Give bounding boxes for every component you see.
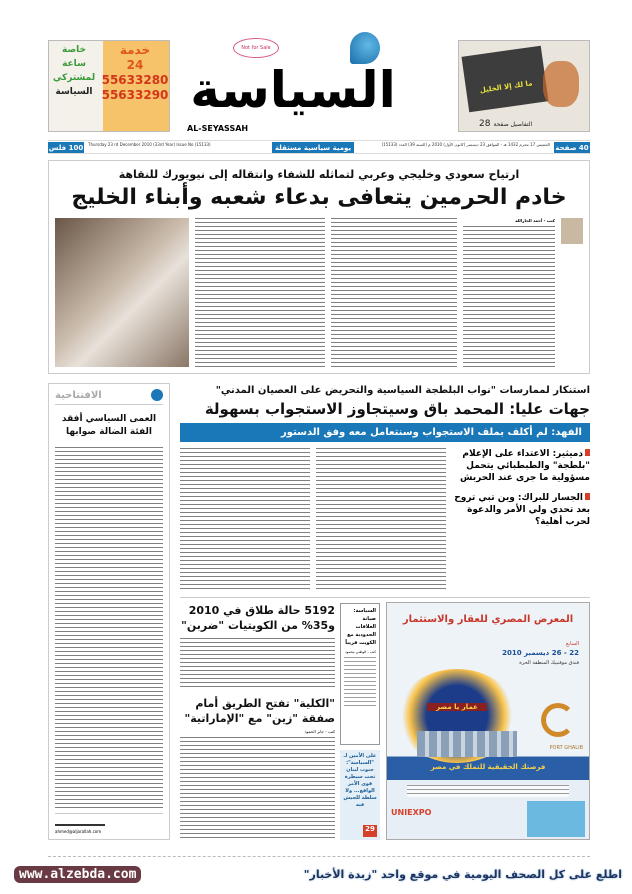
bullet-list	[452, 448, 590, 592]
lead-byline: كتب - أحمد الجارالله	[515, 218, 555, 223]
ad-line: 24	[126, 58, 144, 72]
editorial-body	[55, 447, 163, 808]
lead-story[interactable]	[48, 160, 590, 374]
bullet-item[interactable]	[452, 492, 590, 528]
ad-slogan: ما لك إلا الخليل	[479, 79, 533, 95]
bullet-icon	[585, 449, 590, 456]
signature	[55, 818, 105, 826]
ad-dates: 22 - 26 ديسمبر 2010	[502, 649, 579, 657]
ad-title: المعرض المصري للعقار والاستثمار	[402, 614, 574, 625]
side-box-title: السياسة: صيانة العلاقات الحدودية مع الكويت قريباً	[345, 608, 376, 646]
footer-url[interactable]: www.alzebda.com	[14, 866, 141, 883]
lead-body	[463, 226, 555, 367]
second-headline: جهات عليا: المحمد باق وسيتجاوز الاستجواب بسهولة	[204, 400, 590, 418]
logo-bird-icon	[151, 389, 163, 401]
bullet-icon	[585, 493, 590, 500]
second-banner: الفهد: لم أكلف بملف الاستجواب وسنتعامل معه وفق الدستور	[180, 423, 590, 442]
story-byline: كتب - جابر الحمود	[304, 729, 335, 734]
ad-skyline	[417, 731, 517, 757]
logo-latin: AL-SEYASSAH	[187, 124, 249, 133]
ad-caption: التفاصيل صفحة	[493, 120, 533, 128]
ad-organizer: UNIEXPO	[391, 808, 432, 817]
story-headline[interactable]: "الكلية" تفتح الطريق أمام صفقة "زين" مع "الإماراتية"	[184, 697, 335, 725]
right-ad[interactable]	[458, 40, 590, 132]
pages-badge: 40 صفحة	[555, 143, 589, 152]
logo-arabic: السياسة	[190, 61, 396, 119]
lead-photo	[55, 218, 189, 367]
editorial-title: العمى السياسي أفقد الفئة الضالة صوابها	[61, 414, 157, 437]
editorial-email: ahmed@aljarallah.com	[55, 829, 102, 834]
ad-phone: 55633290	[101, 88, 169, 102]
ad-edition: السابع	[566, 641, 579, 647]
second-body	[316, 448, 446, 592]
date-english: Thursday 23 rd December 2010 (33rd Year) Issue No (15133)	[88, 142, 211, 147]
ad-page: 28	[479, 119, 491, 129]
date-arabic: الخميس 17 محرم 1432 هـ - الموافق 23 ديسمبر (كانون الأول) 2010 م (السنة 39) العدد (15133)	[381, 142, 550, 147]
logo	[183, 38, 403, 138]
expo-ad[interactable]	[386, 602, 590, 840]
ad-line: لمشتركي	[52, 73, 96, 83]
ad-tagline: فرصتك الحقيقية للتملك في مصر	[430, 763, 546, 771]
editorial-column[interactable]	[48, 383, 170, 840]
ad-venue: فندق موفنبيك المنطقة الحرة	[519, 660, 579, 666]
bullet-item[interactable]	[452, 448, 590, 484]
promo-box[interactable]	[340, 750, 380, 840]
second-kicker: استنكار لممارسات "نواب البلطجة السياسية والتحريض على العصيان المدني"	[215, 385, 590, 396]
info-bar	[48, 140, 590, 154]
sale-stamp: Not for Sale	[233, 38, 279, 58]
promo-text: على الأمين لـ "السياسة": جنوب لبنان تحت سيطرة قوى الأمر الواقع... ولا سلطة للجيش فيه	[343, 753, 377, 808]
ad-phone: 55633280	[101, 73, 169, 87]
bullet-text: الجسار للبراك: وين تبي تروح بعد تحدي ولي الأمر والدعوة لحرب أهلية؟	[454, 493, 590, 527]
page-number-badge: 29	[363, 825, 377, 837]
lead-headline: خادم الحرمين يتعافى بدعاء شعبه وأبناء الخليج	[71, 185, 567, 210]
middle-stories	[180, 603, 335, 839]
lead-kicker: ارتياح سعودي وخليجي وعربي لتماثله للشفاء وانتقاله إلى نيويورك للنقاهة	[118, 168, 520, 181]
story-body	[180, 638, 335, 688]
second-story[interactable]	[180, 384, 590, 592]
editorial-section: الافتتاحية	[55, 389, 102, 401]
ad-sponsor: PORT GHALIB	[549, 745, 583, 751]
ad-line: ساعة	[62, 59, 86, 69]
side-box-byline: كتب - الوطني محمود	[345, 650, 376, 654]
sponsor-logo	[541, 703, 575, 737]
footer-promo: اطلع على كل الصحف اليومية في موقع واحد "زبدة الأخبار"	[303, 868, 622, 881]
story-body	[180, 737, 335, 839]
ad-line: خاصة	[61, 45, 87, 55]
writer-photo	[561, 218, 583, 244]
left-ad[interactable]	[48, 40, 170, 132]
ad-line: خدمة	[119, 43, 151, 57]
bullet-text: دميثير: الاعتداء على الإعلام "بلطجة" والطبطبائي يتحمل مسؤولية ما جرى عند الحربش	[460, 449, 590, 483]
second-body	[180, 448, 310, 592]
lead-body	[331, 218, 457, 367]
lead-body	[195, 218, 325, 367]
story-headline[interactable]: 5192 حالة طلاق في 2010 و35% من الكويتيات "ضربن"	[181, 604, 335, 632]
ad-line: السياسة	[55, 87, 93, 97]
side-box[interactable]	[340, 603, 380, 745]
price-badge: 100 فلس	[48, 143, 84, 152]
tagline-badge: يومية سياسية مستقلة	[272, 142, 354, 153]
ad-slogan: عمار يا مصر	[427, 703, 487, 711]
